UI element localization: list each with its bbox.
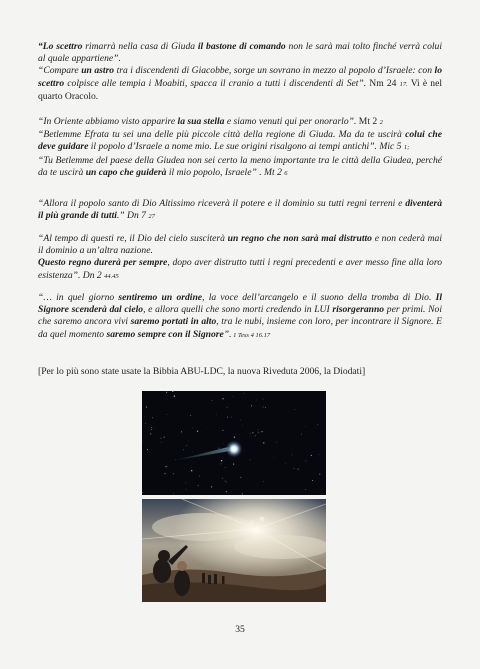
text-run: .” Dn 7 — [116, 210, 149, 222]
text-run: “Compare — [38, 65, 82, 77]
page-number: 35 — [235, 624, 245, 635]
bible-reference: Mt 2 — [356, 116, 380, 127]
bible-reference: 1 Tess 4 — [231, 331, 256, 339]
text-run: tra i discendenti di Giacobbe, sorge un sovrano in mezzo al popolo d’Israele: con — [114, 65, 435, 77]
bold-phrase: un astro — [81, 65, 115, 77]
quote-matthew-micah — [38, 116, 442, 180]
text-run: “Al tempo di questi re, il Dio del cielo susciterà — [38, 233, 228, 244]
text-run: “Betlemme Efrata tu sei una delle più piccole città della regione di Giuda. Ma da te uscirà — [38, 129, 406, 141]
comet-illustration — [142, 391, 326, 495]
text-run: “… in quel giorno — [38, 292, 119, 303]
bible-reference: Dn 2 — [80, 269, 105, 281]
bible-reference: Nm 24 — [366, 77, 400, 89]
comet-night-sky-image — [142, 391, 326, 495]
text-run: il popolo d’Israele a nome mio. Le sue origini risalgono ai tempi antichi”. — [88, 141, 377, 153]
text-run: Vi è nel quarto Oracolo. — [38, 77, 442, 102]
text-run: il mio popolo, Israele” . — [166, 166, 262, 178]
bible-reference: Mt 2 — [261, 166, 285, 178]
rapture-painting-image — [142, 499, 326, 602]
text-run: “In Oriente abbiamo visto apparire — [38, 116, 178, 127]
text-run: “Allora il popolo santo di Dio Altissimo riceverà il potere e il dominio su tutti regni terreni e — [38, 198, 406, 209]
text-run: ”. — [223, 328, 232, 340]
bold-phrase: sentiremo un ordine — [118, 292, 203, 303]
text-run: non le sarà mai tolto finché verrà colui al quale appartiene”. — [38, 41, 442, 65]
quote-daniel-7 — [38, 198, 442, 223]
verse-number: 16.17 — [255, 331, 271, 339]
verse-number: 1; — [403, 144, 410, 152]
bold-phrase: risorgeranno — [332, 304, 385, 316]
text-run: , dopo aver distrutto tutti i regni precedenti e aver messo fine alla loro esistenza”. — [38, 257, 443, 281]
bold-phrase: Questo regno durerà per sempre — [38, 257, 168, 269]
verse-number: 44.45 — [104, 272, 119, 280]
text-run: colpisce alle tempia i Moabiti, spacca il cranio a tutti i discendenti di Set”. — [64, 77, 367, 89]
verse-number: 2 — [379, 119, 383, 126]
verse-number: 17. — [399, 80, 408, 88]
bold-phrase: il bastone di comando — [197, 41, 286, 52]
verse-number: 6 — [284, 169, 288, 177]
quote-genesis-numbers — [38, 41, 442, 103]
text-run: per primi. Noi che saremo ancora vivi — [38, 304, 442, 328]
text-run: , la voce dell’arcangelo e il suono della tromba di Dio. — [202, 292, 436, 303]
bible-reference: Mic 5 — [376, 141, 404, 153]
sources-note: [Per lo più sono state usate la Bibbia ABU-LDC, la nuova Riveduta 2006, la Diodati] — [38, 366, 366, 377]
text-run: rimarrà nella casa di Giuda — [82, 41, 198, 52]
text-run: , tra le nubi, insieme con loro, per incontrare il Signore. E da quel momento — [38, 316, 442, 340]
text-run: e siamo venuti qui per onorarlo”. — [224, 116, 357, 127]
quote-thessalonians — [38, 292, 442, 342]
text-run: , e allora quelli che sono morti credendo in LUI — [143, 304, 333, 316]
bold-phrase: lo scettro — [38, 65, 442, 89]
bold-phrase: la sua stella — [177, 116, 225, 127]
bold-phrase: un regno che non sarà mai distrutto — [227, 233, 372, 244]
verse-number: 27 — [148, 213, 155, 221]
bold-phrase: saremo sempre con il Signore — [106, 328, 224, 340]
text-run: e non cederà mai il dominio a un’altra nazione. — [38, 233, 442, 257]
quote-daniel-2 — [38, 233, 442, 283]
bold-phrase: “Lo scettro — [38, 41, 83, 52]
bold-phrase: colui che deve guidare — [38, 129, 442, 153]
rapture-illustration — [142, 499, 326, 602]
bold-phrase: un capo che guiderà — [85, 166, 167, 178]
bold-phrase: diventerà il più grande di tutti — [38, 198, 442, 222]
bold-phrase: saremo portati in alto — [130, 316, 217, 328]
bold-phrase: Il Signore scenderà dal cielo — [38, 292, 442, 316]
text-run: “Tu Betlemme del paese della Giudea non sei certo la meno importante tra le città della Giudea, perché da te uscirà — [38, 154, 442, 178]
